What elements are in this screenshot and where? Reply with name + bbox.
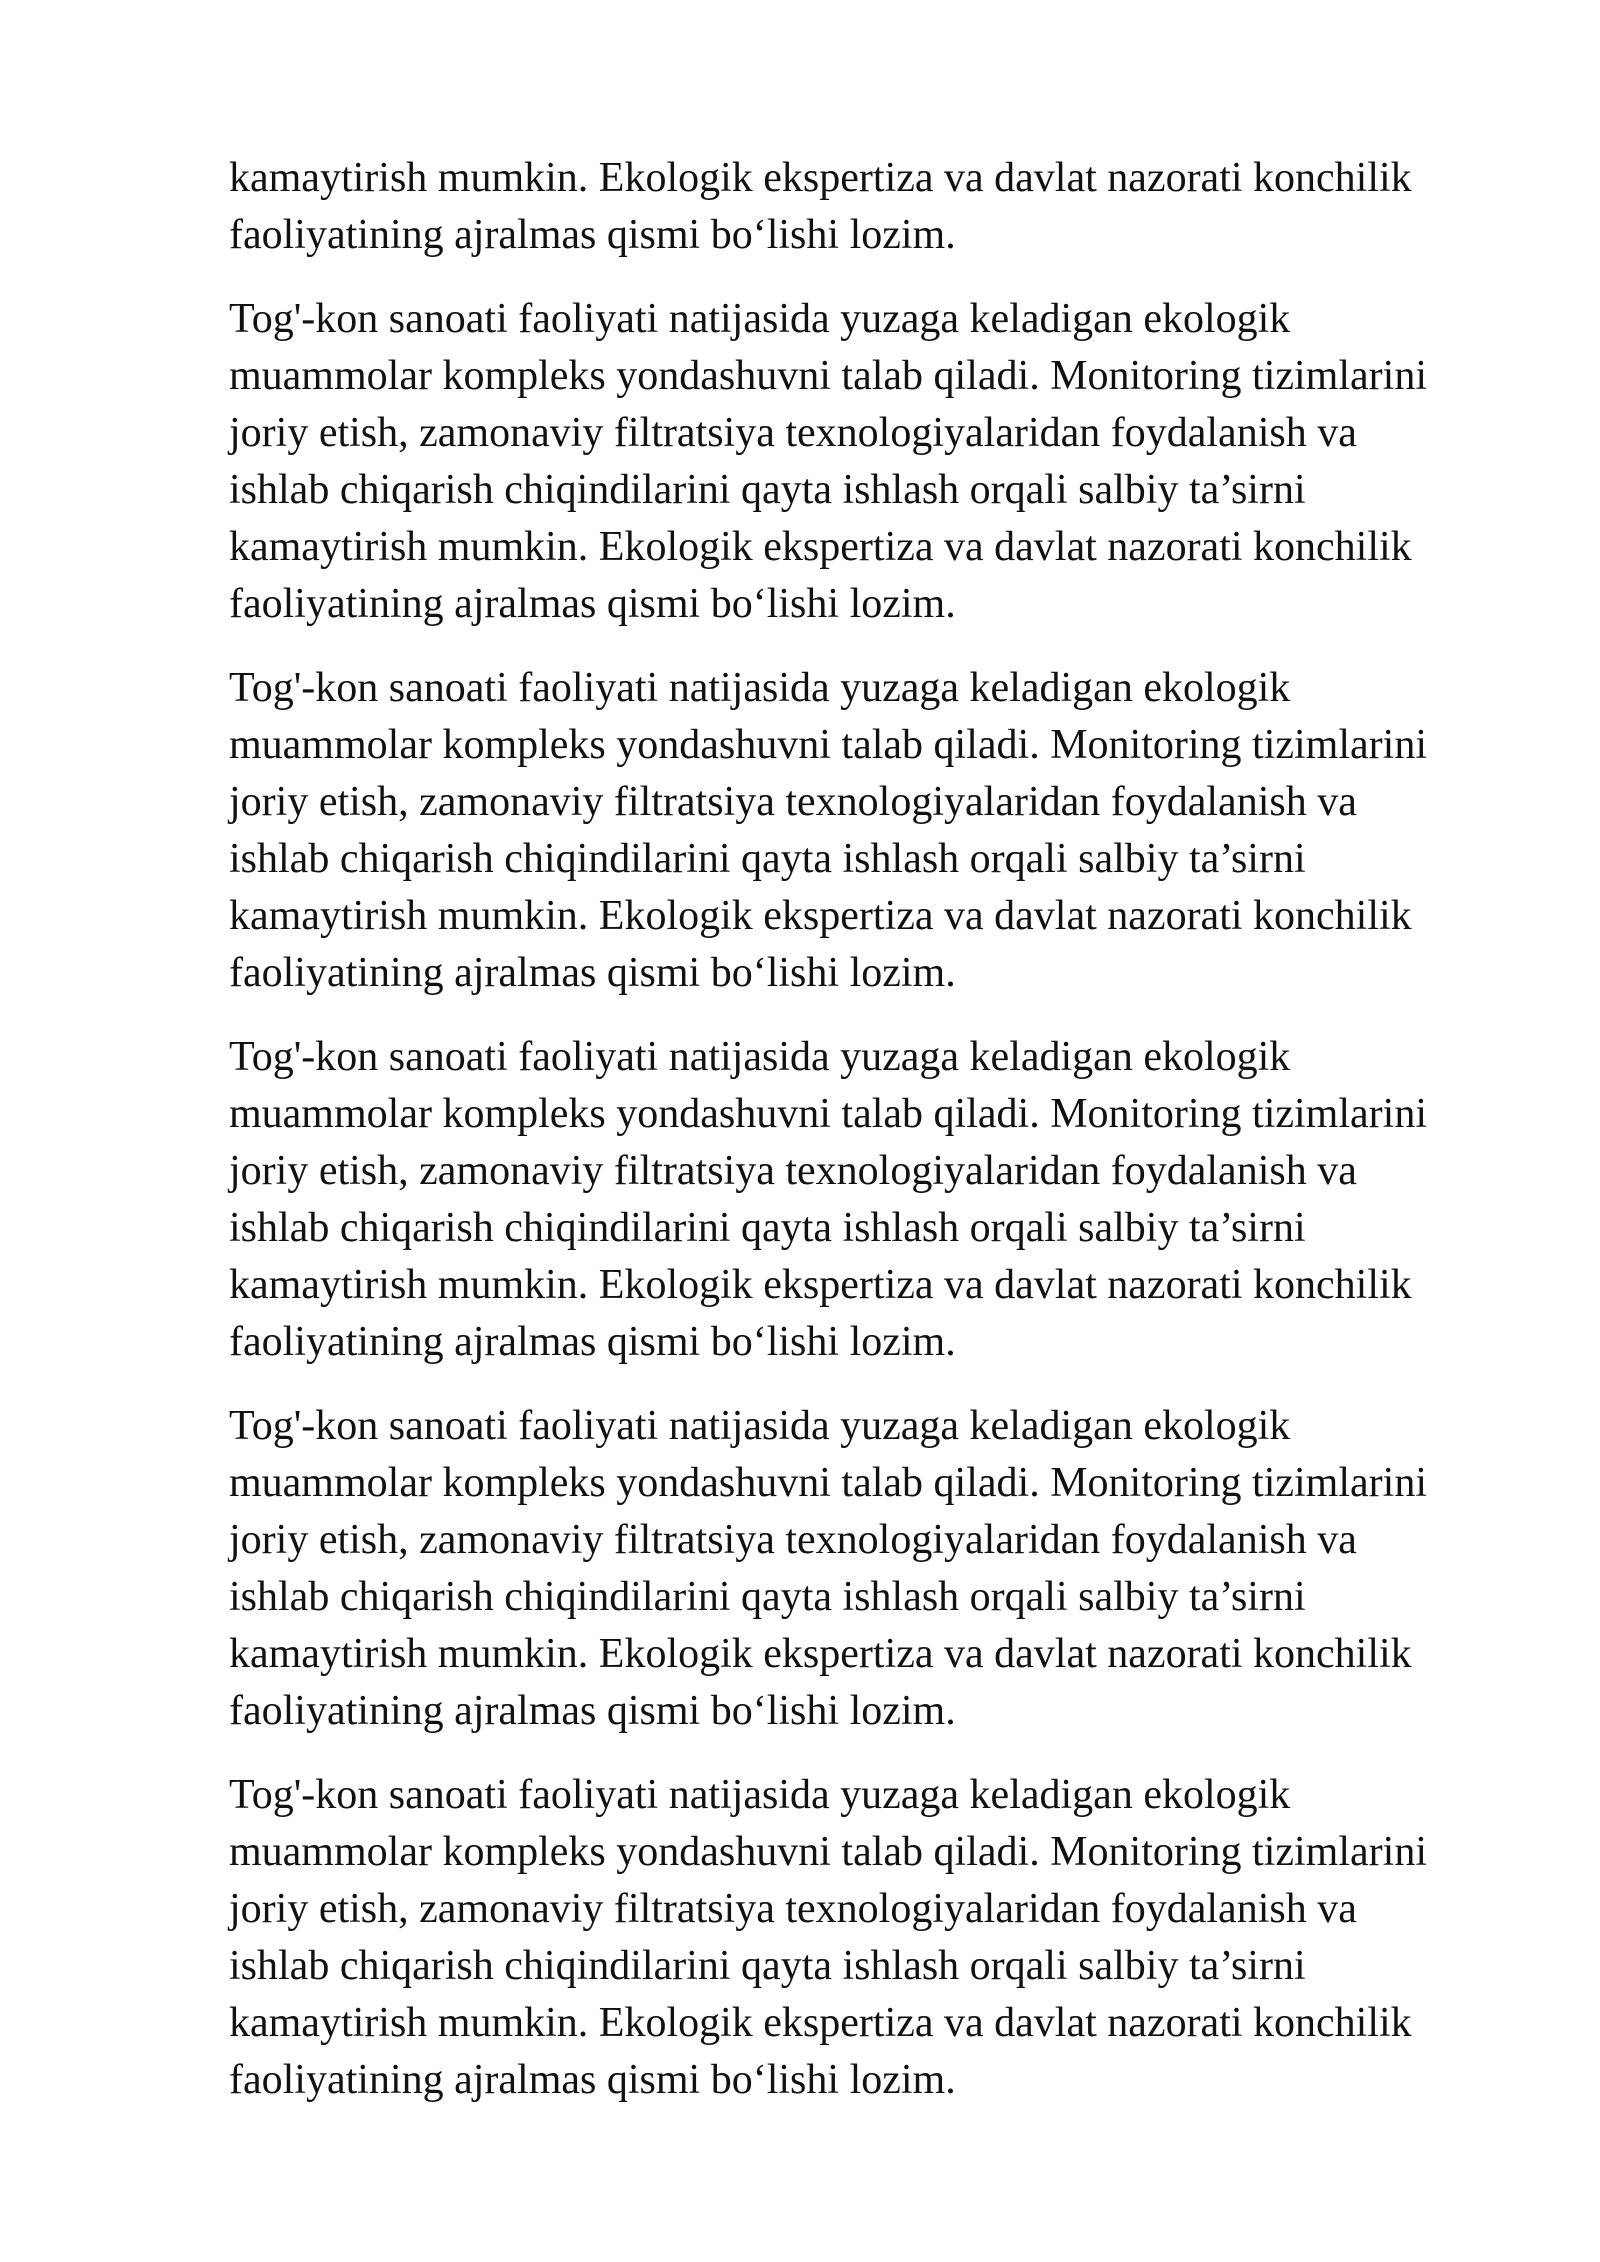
document-body [229, 150, 1479, 2136]
paragraph-1: kamaytirish mumkin. Ekologik ekspertiza va davlat nazorati konchilik faoliyatining ajralmas qismi bo‘lishi lozim. [229, 155, 1412, 258]
paragraph-6: Tog'-kon sanoati faoliyati natijasida yuzaga keladigan ekologik muammolar kompleks yondashuvni talab qiladi. Monitoring tizimlarini joriy etish, zamonaviy filtratsiya texnologiyalaridan foydalanish va ishlab chiqarish chiqindilarini qayta ishlash orqali salbiy ta’sirni kamaytirish mumkin. Ekologik ekspertiza va davlat nazorati konchilik faoliyatining ajralmas qismi bo‘lishi lozim. [229, 1772, 1427, 2103]
paragraph-2: Tog'-kon sanoati faoliyati natijasida yuzaga keladigan ekologik muammolar kompleks yondashuvni talab qiladi. Monitoring tizimlarini joriy etish, zamonaviy filtratsiya texnologiyalaridan foydalanish va ishlab chiqarish chiqindilarini qayta ishlash orqali salbiy ta’sirni kamaytirish mumkin. Ekologik ekspertiza va davlat nazorati konchilik faoliyatining ajralmas qismi bo‘lishi lozim. [229, 296, 1427, 627]
paragraph-5: Tog'-kon sanoati faoliyati natijasida yuzaga keladigan ekologik muammolar kompleks yondashuvni talab qiladi. Monitoring tizimlarini joriy etish, zamonaviy filtratsiya texnologiyalaridan foydalanish va ishlab chiqarish chiqindilarini qayta ishlash orqali salbiy ta’sirni kamaytirish mumkin. Ekologik ekspertiza va davlat nazorati konchilik faoliyatining ajralmas qismi bo‘lishi lozim. [229, 1403, 1427, 1734]
paragraph-4: Tog'-kon sanoati faoliyati natijasida yuzaga keladigan ekologik muammolar kompleks yondashuvni talab qiladi. Monitoring tizimlarini joriy etish, zamonaviy filtratsiya texnologiyalaridan foydalanish va ishlab chiqarish chiqindilarini qayta ishlash orqali salbiy ta’sirni kamaytirish mumkin. Ekologik ekspertiza va davlat nazorati konchilik faoliyatining ajralmas qismi bo‘lishi lozim. [229, 1034, 1427, 1365]
paragraph-3: Tog'-kon sanoati faoliyati natijasida yuzaga keladigan ekologik muammolar kompleks yondashuvni talab qiladi. Monitoring tizimlarini joriy etish, zamonaviy filtratsiya texnologiyalaridan foydalanish va ishlab chiqarish chiqindilarini qayta ishlash orqali salbiy ta’sirni kamaytirish mumkin. Ekologik ekspertiza va davlat nazorati konchilik faoliyatining ajralmas qismi bo‘lishi lozim. [229, 665, 1427, 996]
